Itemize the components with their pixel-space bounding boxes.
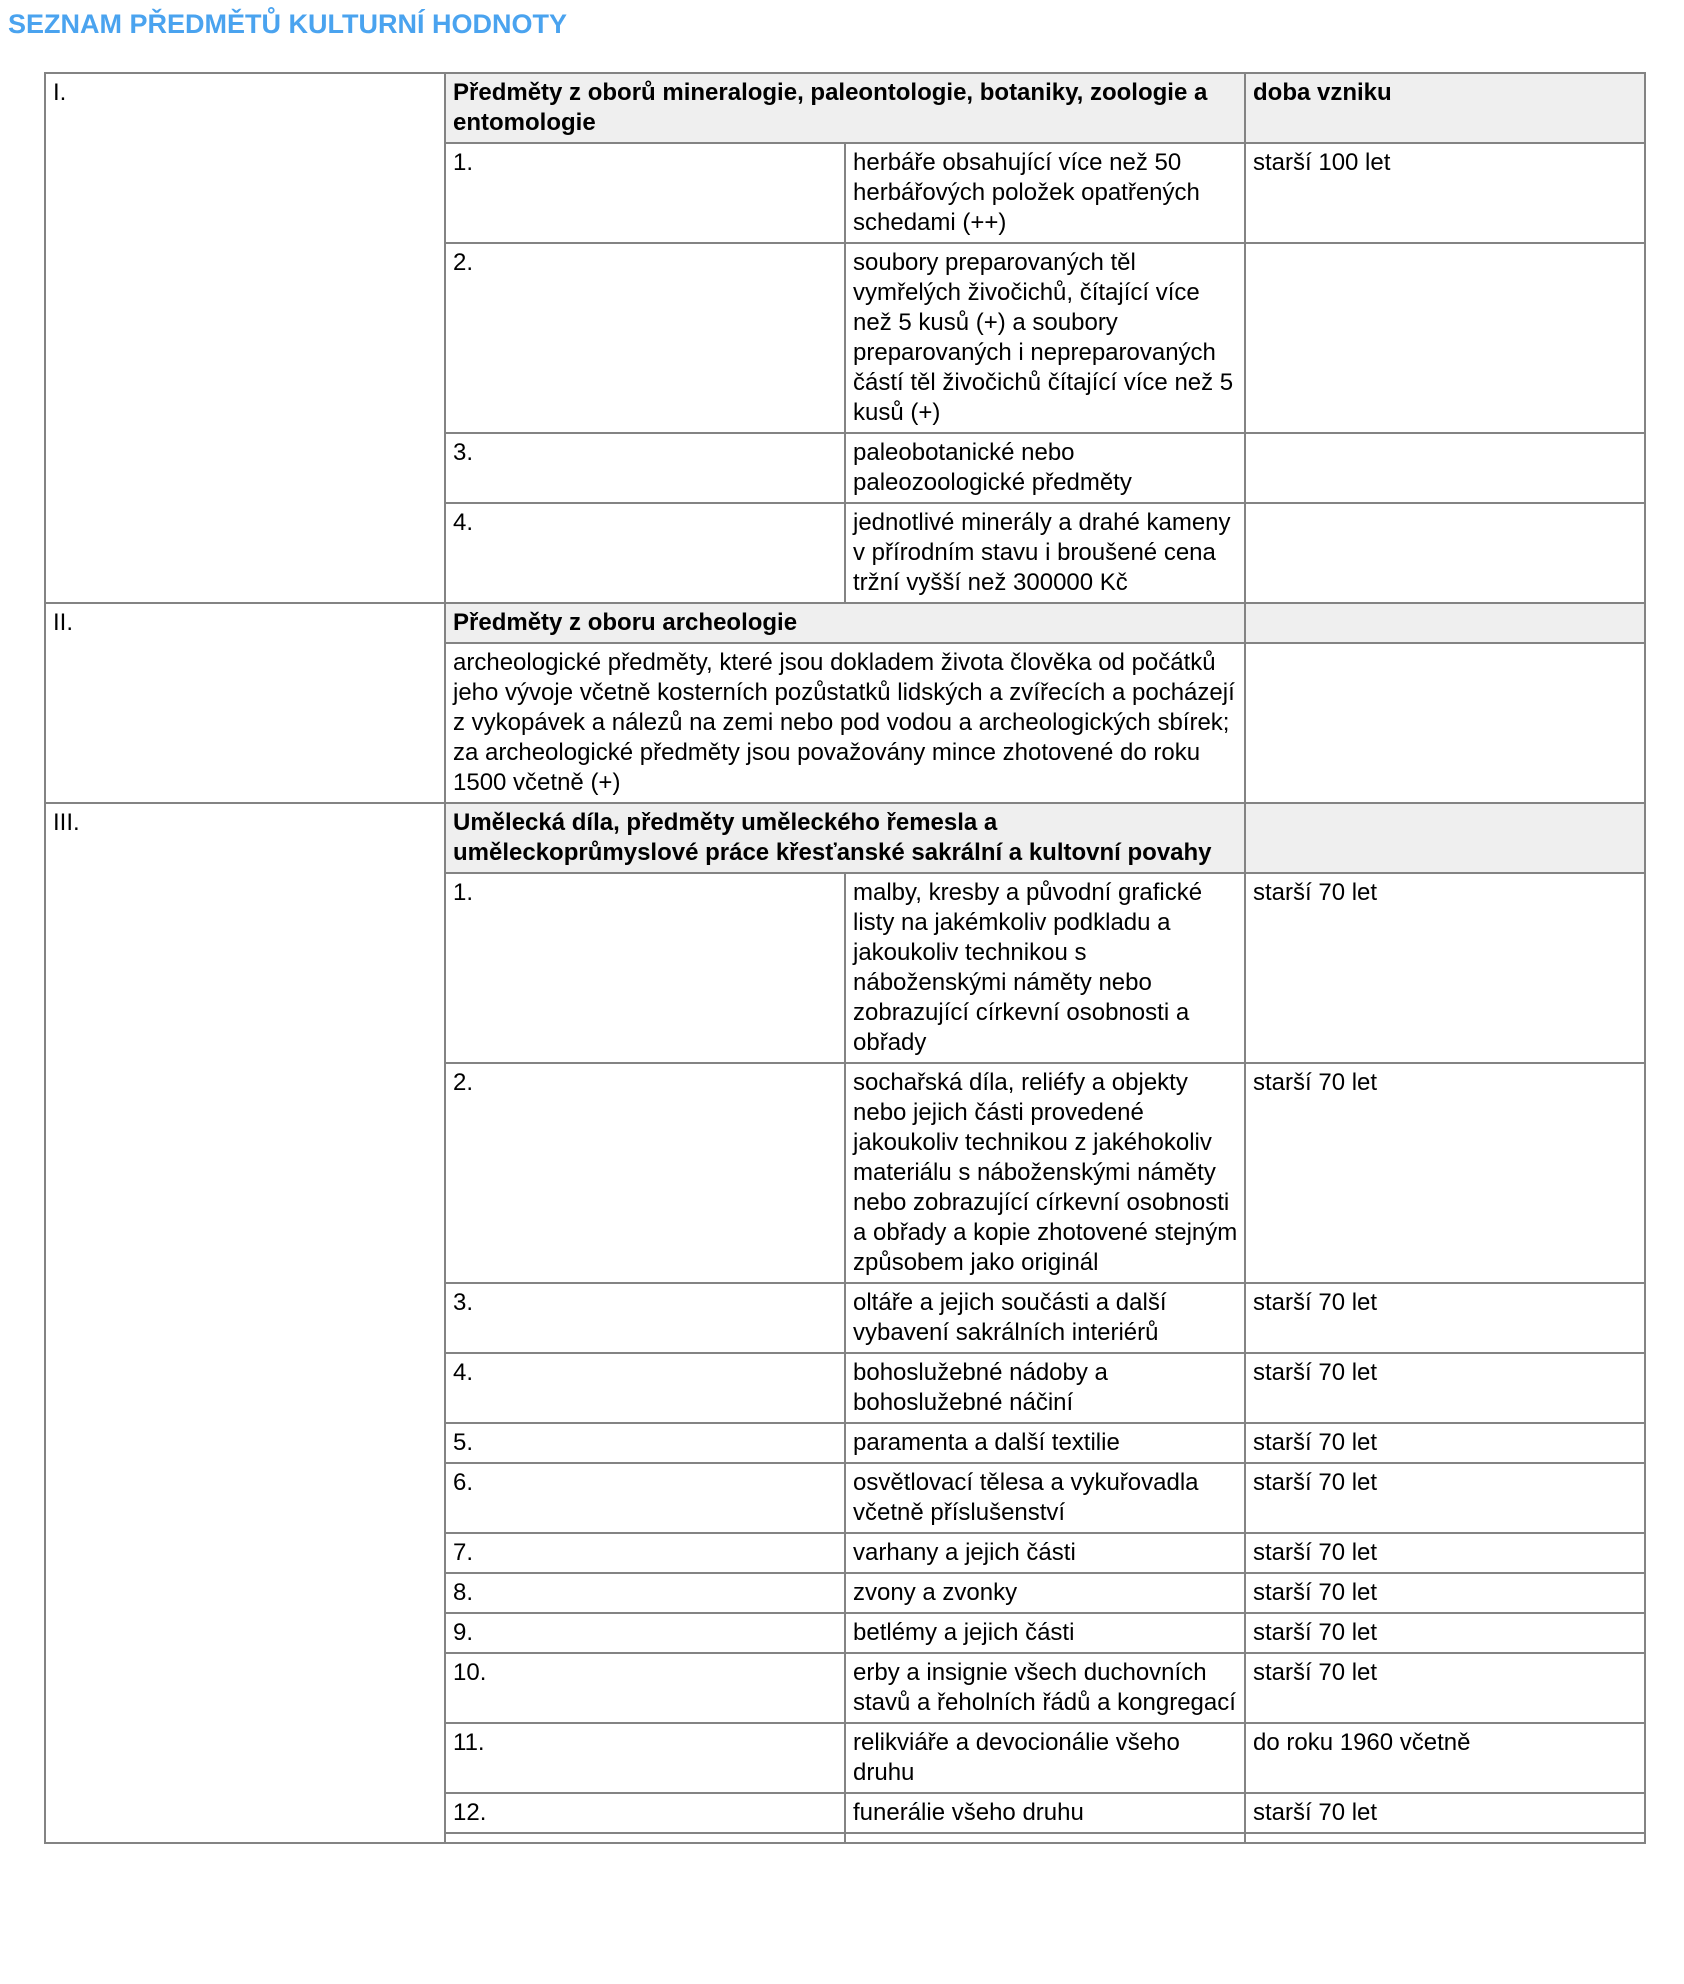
- item-number: 8.: [445, 1573, 845, 1613]
- item-description: sochařská díla, reliéfy a objekty nebo jejich části provedené jakoukoliv technikou z jakéhokoliv materiálu s náboženskými náměty nebo zobrazující církevní osobnosti a obřady a kopie zhotovené stejným způsobem jako originál: [845, 1063, 1245, 1283]
- item-number: 6.: [445, 1463, 845, 1533]
- item-description: osvětlovací tělesa a vykuřovadla včetně příslušenství: [845, 1463, 1245, 1533]
- item-number: 5.: [445, 1423, 845, 1463]
- item-number: 4.: [445, 1353, 845, 1423]
- item-number: 1.: [445, 143, 845, 243]
- item-description: zvony a zvonky: [845, 1573, 1245, 1613]
- item-description: bohoslužebné nádoby a bohoslužebné náčiní: [845, 1353, 1245, 1423]
- item-description: jednotlivé minerály a drahé kameny v přírodním stavu i broušené cena tržní vyšší než 300000 Kč: [845, 503, 1245, 603]
- item-number: 12.: [445, 1793, 845, 1833]
- item-description: varhany a jejich části: [845, 1533, 1245, 1573]
- item-number: 2.: [445, 1063, 845, 1283]
- item-period: [1245, 503, 1645, 603]
- item-description: erby a insignie všech duchovních stavů a řeholních řádů a kongregací: [845, 1653, 1245, 1723]
- section-heading: Předměty z oboru archeologie: [445, 603, 1245, 643]
- item-period: starší 70 let: [1245, 1653, 1645, 1723]
- item-period: do roku 1960 včetně: [1245, 1723, 1645, 1793]
- item-number: 4.: [445, 503, 845, 603]
- item-period: starší 70 let: [1245, 1793, 1645, 1833]
- item-number: 11.: [445, 1723, 845, 1793]
- item-period: [1245, 643, 1645, 803]
- item-period: starší 70 let: [1245, 1533, 1645, 1573]
- item-number: 1.: [445, 873, 845, 1063]
- item-period: starší 70 let: [1245, 1613, 1645, 1653]
- section-heading: Předměty z oborů mineralogie, paleontologie, botaniky, zoologie a entomologie: [445, 73, 1245, 143]
- section-numeral: I.: [45, 73, 445, 603]
- item-period: starší 70 let: [1245, 1353, 1645, 1423]
- period-column-header: [1245, 603, 1645, 643]
- item-description: malby, kresby a původní grafické listy na jakémkoliv podkladu a jakoukoliv technikou s náboženskými náměty nebo zobrazující církevní osobnosti a obřady: [845, 873, 1245, 1063]
- section-header-row: [45, 803, 1645, 873]
- section-numeral: II.: [45, 603, 445, 803]
- item-period: starší 70 let: [1245, 1423, 1645, 1463]
- item-description: paleobotanické nebo paleozoologické předměty: [845, 433, 1245, 503]
- item-period: [1245, 433, 1645, 503]
- item-period: [1245, 243, 1645, 433]
- item-period: starší 70 let: [1245, 1463, 1645, 1533]
- item-number: 3.: [445, 433, 845, 503]
- section-numeral: III.: [45, 803, 445, 1843]
- item-number: 10.: [445, 1653, 845, 1723]
- item-period: starší 100 let: [1245, 143, 1645, 243]
- cultural-items-table: [44, 72, 1646, 1844]
- item-description: herbáře obsahující více než 50 herbářových položek opatřených schedami (++): [845, 143, 1245, 243]
- section-header-row: [45, 603, 1645, 643]
- item-description: paramenta a další textilie: [845, 1423, 1245, 1463]
- page-title: SEZNAM PŘEDMĚTŮ KULTURNÍ HODNOTY: [8, 9, 567, 39]
- item-description: oltáře a jejich součásti a další vybavení sakrálních interiérů: [845, 1283, 1245, 1353]
- item-number: [445, 1833, 845, 1843]
- item-number: 9.: [445, 1613, 845, 1653]
- item-description: funerálie všeho druhu: [845, 1793, 1245, 1833]
- item-number: 2.: [445, 243, 845, 433]
- item-number: 7.: [445, 1533, 845, 1573]
- period-column-header: doba vzniku: [1245, 73, 1645, 143]
- item-description: soubory preparovaných těl vymřelých živočichů, čítající více než 5 kusů (+) a soubory preparovaných i nepreparovaných částí těl živočichů čítající více než 5 kusů (+): [845, 243, 1245, 433]
- item-period: starší 70 let: [1245, 1573, 1645, 1613]
- item-description: [845, 1833, 1245, 1843]
- item-description: relikviáře a devocionálie všeho druhu: [845, 1723, 1245, 1793]
- item-number: 3.: [445, 1283, 845, 1353]
- period-column-header: [1245, 803, 1645, 873]
- item-period: starší 70 let: [1245, 1063, 1645, 1283]
- section-header-row: [45, 73, 1645, 143]
- item-period: [1245, 1833, 1645, 1843]
- item-period: starší 70 let: [1245, 1283, 1645, 1353]
- section-heading: Umělecká díla, předměty uměleckého řemesla a uměleckoprůmyslové práce křesťanské sakrální a kultovní povahy: [445, 803, 1245, 873]
- section-description: archeologické předměty, které jsou dokladem života člověka od počátků jeho vývoje včetně kosterních pozůstatků lidských a zvířecích a pocházejí z vykopávek a nálezů na zemi nebo pod vodou a archeologických sbírek; za archeologické předměty jsou považovány mince zhotovené do roku 1500 včetně (+): [445, 643, 1245, 803]
- item-period: starší 70 let: [1245, 873, 1645, 1063]
- item-description: betlémy a jejich části: [845, 1613, 1245, 1653]
